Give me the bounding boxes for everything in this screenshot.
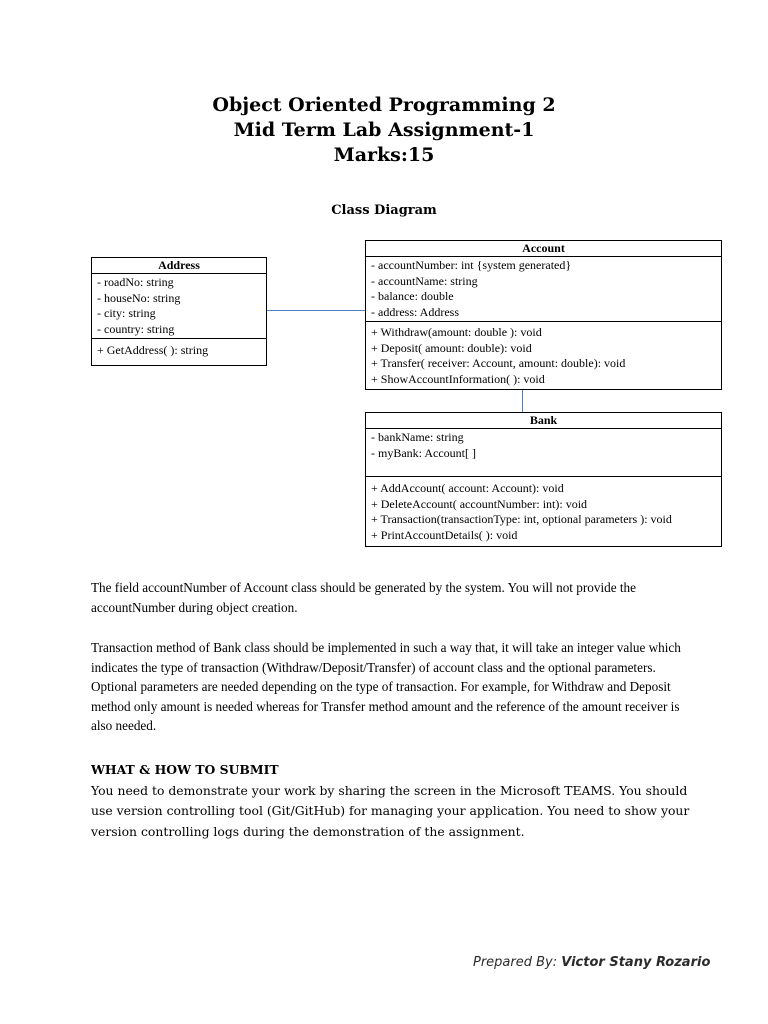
address-account-association <box>265 310 365 311</box>
class-member-line: - city: string <box>97 306 156 320</box>
class-member-line: + PrintAccountDetails( ): void <box>371 527 518 542</box>
account-number-note: The field accountNumber of Account class should be generated by the system. You will not provide the accountNumber during object creation. <box>91 580 636 615</box>
class-member-line: - roadNo: string <box>97 275 174 289</box>
address-attributes <box>92 274 266 338</box>
assignment-title: Mid Term Lab Assignment-1 <box>233 119 535 141</box>
marks-title: Marks:15 <box>333 144 435 166</box>
class-member-line: - accountNumber: int {system generated} <box>371 258 572 272</box>
class-member-line: + Withdraw(amount: double ): void <box>371 325 542 339</box>
document-title <box>0 93 768 168</box>
bank-class-name: Bank <box>366 413 721 429</box>
account-class-name: Account <box>366 241 721 257</box>
class-member-line: + ShowAccountInformation( ): void <box>371 371 545 386</box>
address-class-box <box>91 257 267 366</box>
class-member-line: + AddAccount( account: Account): void <box>371 481 564 495</box>
class-member-line: + GetAddress( ): string <box>97 343 209 357</box>
submission-section <box>91 760 701 842</box>
prepared-by-label: Prepared By: <box>473 955 558 970</box>
class-member-line: - myBank: Account[ ] <box>371 445 476 460</box>
author-name: Victor Stany Rozario <box>561 955 711 970</box>
class-member-line: + DeleteAccount( accountNumber: int): void <box>371 496 588 511</box>
transaction-note: Transaction method of Bank class should be implemented in such a way that, it will take an integer value which indicates the type of transaction (Withdraw/Deposit/Transfer) of account class and the optional parameters. Optional parameters are needed depending on the type of transaction. For example, for Withdraw and Deposit method only amount is needed whereas for Transfer method amount and the reference of the amount receiver is also needed. <box>91 640 681 733</box>
class-member-line: - balance: double <box>371 289 454 303</box>
class-member-line: + Transfer( receiver: Account, amount: double): void <box>371 356 626 370</box>
class-member-line: + Transaction(transactionType: int, optional parameters ): void <box>371 512 672 526</box>
account-methods <box>366 321 721 389</box>
account-class-box <box>365 240 722 390</box>
address-methods <box>92 338 266 365</box>
bank-methods <box>366 476 721 546</box>
address-class-name: Address <box>92 258 266 274</box>
bank-class-box <box>365 412 722 547</box>
diagram-heading: Class Diagram <box>331 203 437 218</box>
class-member-line: - bankName: string <box>371 430 464 444</box>
submission-heading: WHAT & HOW TO SUBMIT <box>91 762 279 777</box>
prepared-by-signature <box>473 955 710 970</box>
class-member-line: - country: string <box>97 321 175 336</box>
course-title: Object Oriented Programming 2 <box>212 94 556 116</box>
class-member-line: - accountName: string <box>371 273 478 288</box>
class-member-line: - address: Address <box>371 304 459 319</box>
bank-attributes <box>366 429 721 476</box>
class-member-line: + Deposit( amount: double): void <box>371 340 532 355</box>
account-attributes <box>366 257 721 321</box>
submission-instructions: You need to demonstrate your work by sharing the screen in the Microsoft TEAMS. You should use version controlling tool (Git/GitHub) for managing your application. You need to show your version controlling logs during the demonstration of the assignment. <box>91 782 690 839</box>
class-member-line: - houseNo: string <box>97 290 181 305</box>
